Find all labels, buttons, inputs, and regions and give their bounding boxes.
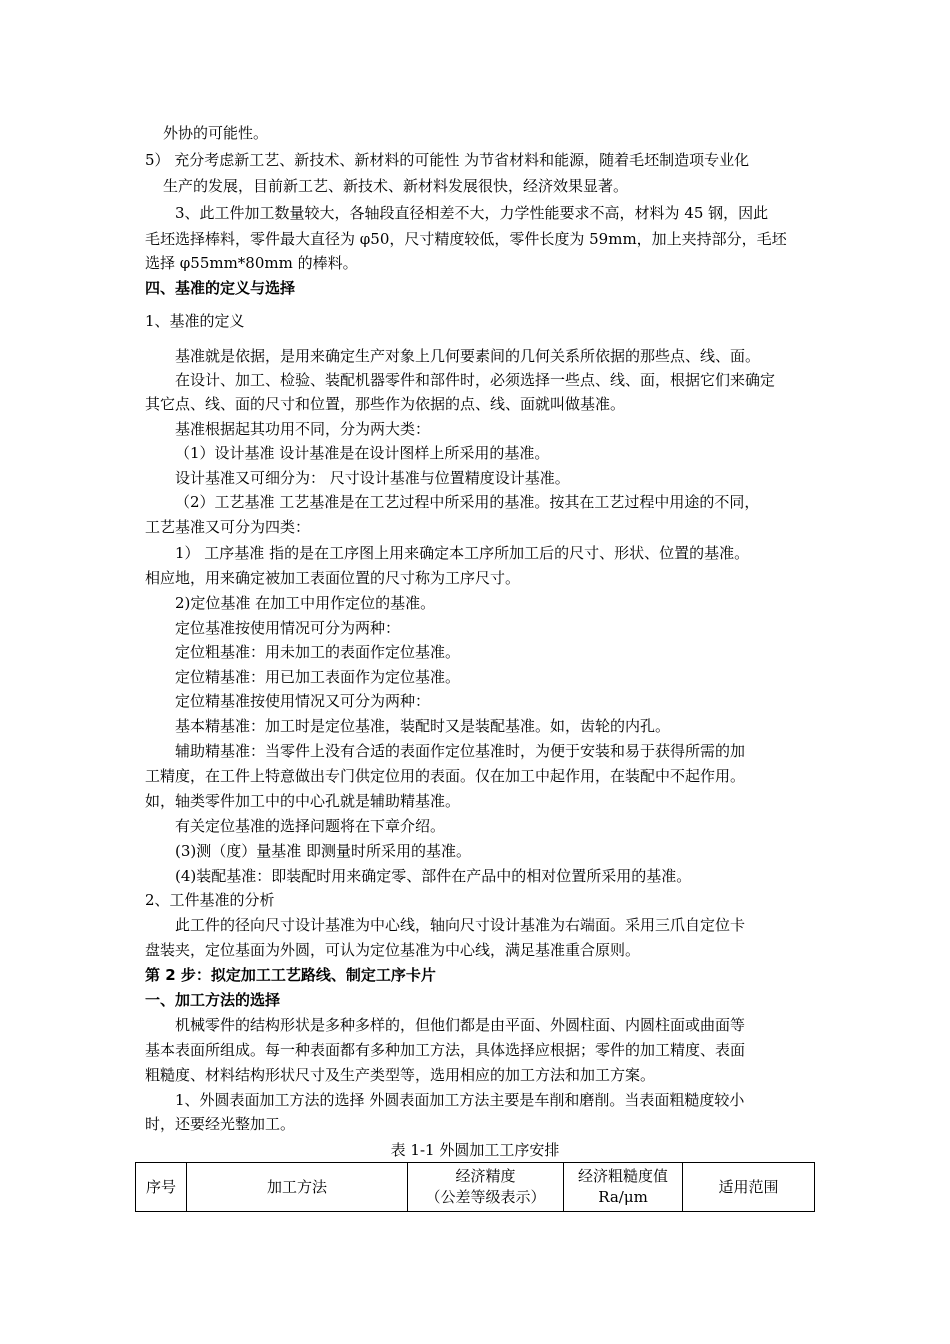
text-line: 1、外圆表面加工方法的选择 外圆表面加工方法主要是车削和磨削。当表面粗糙度较小 [175,1091,745,1109]
text-line: 2)定位基准 在加工中用作定位的基准。 [175,594,436,612]
text-line: （2）工艺基准 工艺基准是在工艺过程中所采用的基准。按其在工艺过程中用途的不同， [175,493,760,511]
header-precision-line2: （公差等级表示） [425,1188,546,1206]
subsection-heading: 2、工件基准的分析 [145,891,275,909]
header-scope: 适用范围 [683,1163,815,1212]
subsection-heading: 1、基准的定义 [145,312,245,330]
text-line: 盘装夹，定位基面为外圆，可认为定位基准为中心线，满足基准重合原则。 [145,941,641,959]
text-line: 外协的可能性。 [163,124,269,142]
text-line: 粗糙度、材料结构形状尺寸及生产类型等，选用相应的加工方法和加工方案。 [145,1066,656,1084]
text-line: 设计基准又可细分为： 尺寸设计基准与位置精度设计基准。 [175,469,570,487]
text-line: (3)测（度）量基准 即测量时所采用的基准。 [175,842,472,860]
text-line: 基本精基准：加工时是定位基准，装配时又是装配基准。如，齿轮的内孔。 [175,717,671,735]
text-line: 5） 充分考虑新工艺、新技术、新材料的可能性 为节省材料和能源，随着毛坯制造项专业化 [145,151,750,169]
text-line: 机械零件的结构形状是多种多样的，但他们都是由平面、外圆柱面、内圆柱面或曲面等 [175,1016,746,1034]
text-line: 基本表面所组成。每一种表面都有多种加工方法，具体选择应根据；零件的加工精度、表面 [145,1041,746,1059]
text-line: 辅助精基准：当零件上没有合适的表面作定位基准时，为便于安装和易于获得所需的加 [175,742,746,760]
text-line: 基准就是依据，是用来确定生产对象上几何要素间的几何关系所依据的那些点、线、面。 [175,347,761,365]
section-heading: 四、基准的定义与选择 [145,279,296,297]
table-caption: 表 1-1 外圆加工工序安排 [390,1141,560,1159]
text-line: 1） 工序基准 指的是在工序图上用来确定本工序所加工后的尺寸、形状、位置的基准。 [175,544,750,562]
section-heading: 一、加工方法的选择 [145,991,281,1009]
text-line: (4)装配基准：即装配时用来确定零、部件在产品中的相对位置所采用的基准。 [175,867,692,885]
text-line: 毛坯选择棒料，零件最大直径为 φ50，尺寸精度较低，零件长度为 59mm，加上夹持部分，毛坯 [145,230,787,248]
text-line: 定位精基准：用已加工表面作为定位基准。 [175,668,461,686]
header-precision [408,1163,564,1212]
text-line: 工艺基准又可分为四类： [145,518,311,536]
text-line: 在设计、加工、检验、装配机器零件和部件时，必须选择一些点、线、面，根据它们来确定 [175,371,776,389]
text-line: 选择 φ55mm*80mm 的棒料。 [145,254,358,272]
text-line: 此工件的径向尺寸设计基准为中心线，轴向尺寸设计基准为右端面。采用三爪自定位卡 [175,916,746,934]
text-line: （1）设计基准 设计基准是在设计图样上所采用的基准。 [175,444,550,462]
text-line: 定位基准按使用情况可分为两种： [175,619,401,637]
header-roughness-line2: Ra/μm [598,1188,648,1206]
text-line: 如，轴类零件加工中的中心孔就是辅助精基准。 [145,792,461,810]
text-line: 其它点、线、面的尺寸和位置，那些作为依据的点、线、面就叫做基准。 [145,395,626,413]
header-precision-line1: 经济精度 [455,1167,516,1185]
text-line: 生产的发展，目前新工艺、新技术、新材料发展很快，经济效果显著。 [163,177,629,195]
header-method: 加工方法 [187,1163,408,1212]
text-line: 工精度，在工件上特意做出专门供定位用的表面。仅在加工中起作用，在装配中不起作用。 [145,767,746,785]
step-heading: 第 2 步：拟定加工工艺路线、制定工序卡片 [145,966,436,984]
text-line: 定位精基准按使用情况又可分为两种： [175,692,431,710]
text-line: 有关定位基准的选择问题将在下章介绍。 [175,817,446,835]
header-roughness-line1: 经济粗糙度值 [577,1167,668,1185]
text-line: 时，还要经光整加工。 [145,1115,296,1133]
table-header-row [136,1163,815,1212]
header-seq: 序号 [136,1163,187,1212]
process-table [135,1162,815,1212]
text-line: 相应地，用来确定被加工表面位置的尺寸称为工序尺寸。 [145,569,521,587]
text-line: 定位粗基准：用未加工的表面作定位基准。 [175,643,461,661]
header-roughness [564,1163,683,1212]
text-line: 基准根据起其功用不同，分为两大类： [175,420,431,438]
text-line: 3、此工件加工数量较大，各轴段直径相差不大，力学性能要求不高，材料为 45 钢，因此 [175,204,769,222]
